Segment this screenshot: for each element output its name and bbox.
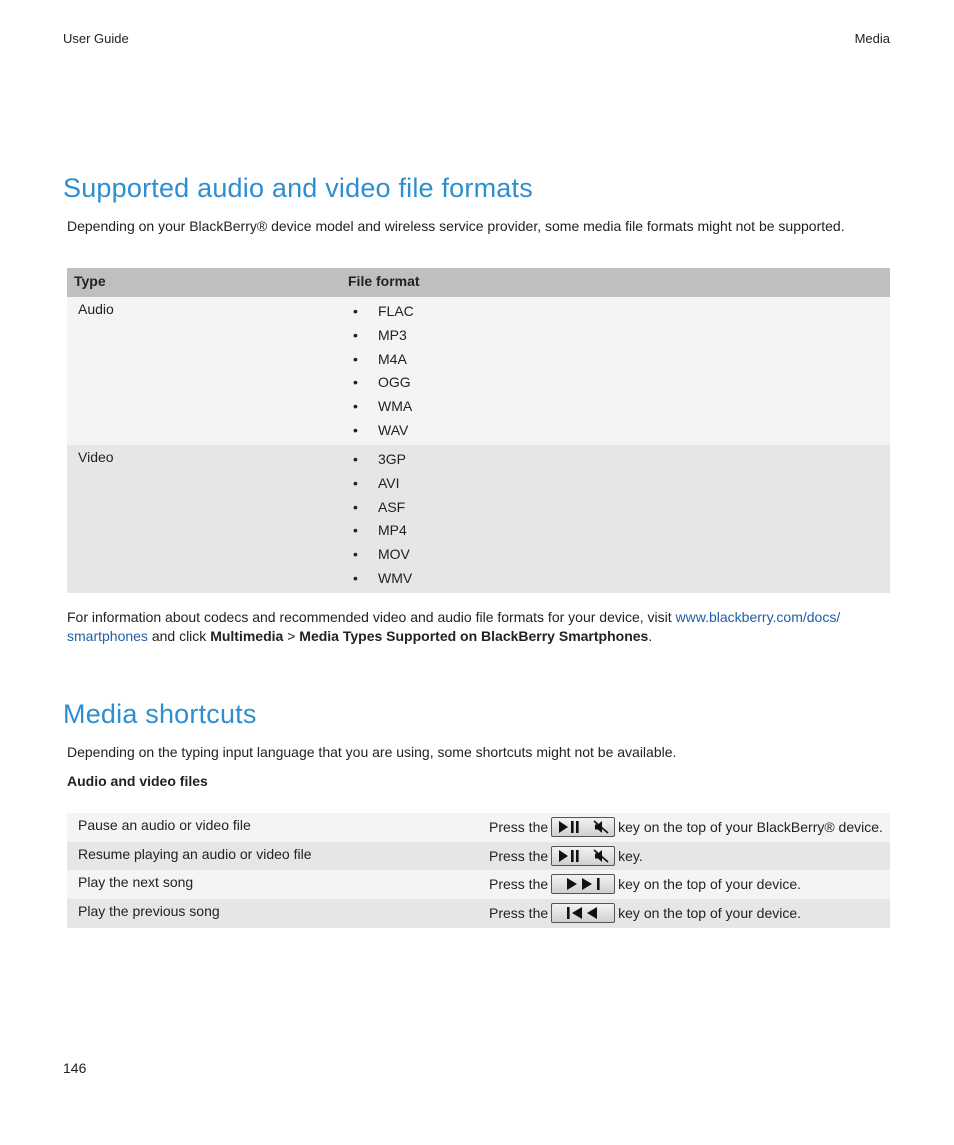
section-title-formats: Supported audio and video file formats	[63, 173, 533, 203]
shortcut-instruction	[489, 817, 883, 837]
shortcut-instruction	[489, 846, 643, 866]
list-item: • MP3	[353, 324, 414, 348]
blackberry-docs-link[interactable]: www.blackberry.com/docs/	[675, 609, 841, 625]
list-item: • M4A	[353, 348, 414, 372]
play-pause-mute-key-icon	[551, 846, 615, 866]
col-header-file-format: File format	[348, 273, 420, 289]
format-list-video	[353, 448, 412, 591]
shortcuts-intro: Depending on the typing input language that you are using, some shortcuts might not be available.	[67, 744, 677, 760]
play-pause-mute-key-icon	[551, 817, 615, 837]
running-header-right: Media	[854, 31, 890, 46]
info-mid: and click	[147, 628, 211, 644]
list-item: • 3GP	[353, 448, 412, 472]
section-title-shortcuts: Media shortcuts	[63, 699, 257, 729]
previous-track-key-icon	[551, 903, 615, 923]
col-header-type: Type	[74, 273, 106, 289]
press-text: Press the	[489, 905, 549, 922]
info-sep: >	[283, 628, 300, 644]
press-text: Press the	[489, 847, 549, 864]
after-text: key on the top of your BlackBerry® device.	[618, 819, 883, 835]
after-text: key on the top of your device.	[618, 876, 802, 893]
list-item: • MP4	[353, 519, 412, 543]
subheading-audio-video: Audio and video files	[67, 773, 208, 789]
table-row-audio	[67, 297, 890, 445]
list-item: • AVI	[353, 472, 412, 496]
list-item: • FLAC	[353, 300, 414, 324]
row-type: Video	[78, 449, 114, 465]
info-prefix: For information about codecs and recommended video and audio file formats for your device, visit	[67, 609, 676, 625]
menu-media-types: Media Types Supported on BlackBerry Smartphones	[299, 628, 649, 644]
formats-table	[67, 268, 890, 593]
shortcut-instruction	[489, 903, 801, 923]
shortcut-action: Play the next song	[78, 874, 194, 891]
table-row	[67, 813, 890, 842]
list-item: • WAV	[353, 419, 414, 443]
table-row	[67, 842, 890, 871]
shortcut-action: Pause an audio or video file	[78, 817, 251, 833]
table-row	[67, 899, 890, 928]
codecs-info	[67, 608, 890, 646]
list-item: • WMA	[353, 395, 414, 419]
table-row	[67, 870, 890, 899]
running-header-left: User Guide	[63, 31, 129, 46]
shortcuts-table	[67, 813, 890, 928]
info-end: .	[648, 628, 653, 644]
press-text: Press the	[489, 819, 549, 835]
blackberry-docs-link-cont[interactable]: smartphones	[67, 628, 148, 644]
formats-table-header	[67, 268, 890, 297]
menu-multimedia: Multimedia	[210, 628, 284, 644]
press-text: Press the	[489, 876, 549, 893]
format-list-audio	[353, 300, 414, 443]
list-item: • ASF	[353, 496, 412, 520]
after-text: key on the top of your device.	[618, 905, 802, 922]
after-text: key.	[618, 847, 643, 864]
shortcut-instruction	[489, 874, 801, 894]
list-item: • WMV	[353, 567, 412, 591]
table-row-video	[67, 445, 890, 593]
shortcut-action: Play the previous song	[78, 903, 220, 920]
row-type: Audio	[78, 301, 114, 317]
next-track-key-icon	[551, 874, 615, 894]
shortcut-action: Resume playing an audio or video file	[78, 845, 312, 862]
list-item: • OGG	[353, 371, 414, 395]
list-item: • MOV	[353, 543, 412, 567]
formats-intro: Depending on your BlackBerry® device model and wireless service provider, some media file formats might not be supported.	[67, 218, 845, 234]
page-number: 146	[63, 1060, 87, 1076]
